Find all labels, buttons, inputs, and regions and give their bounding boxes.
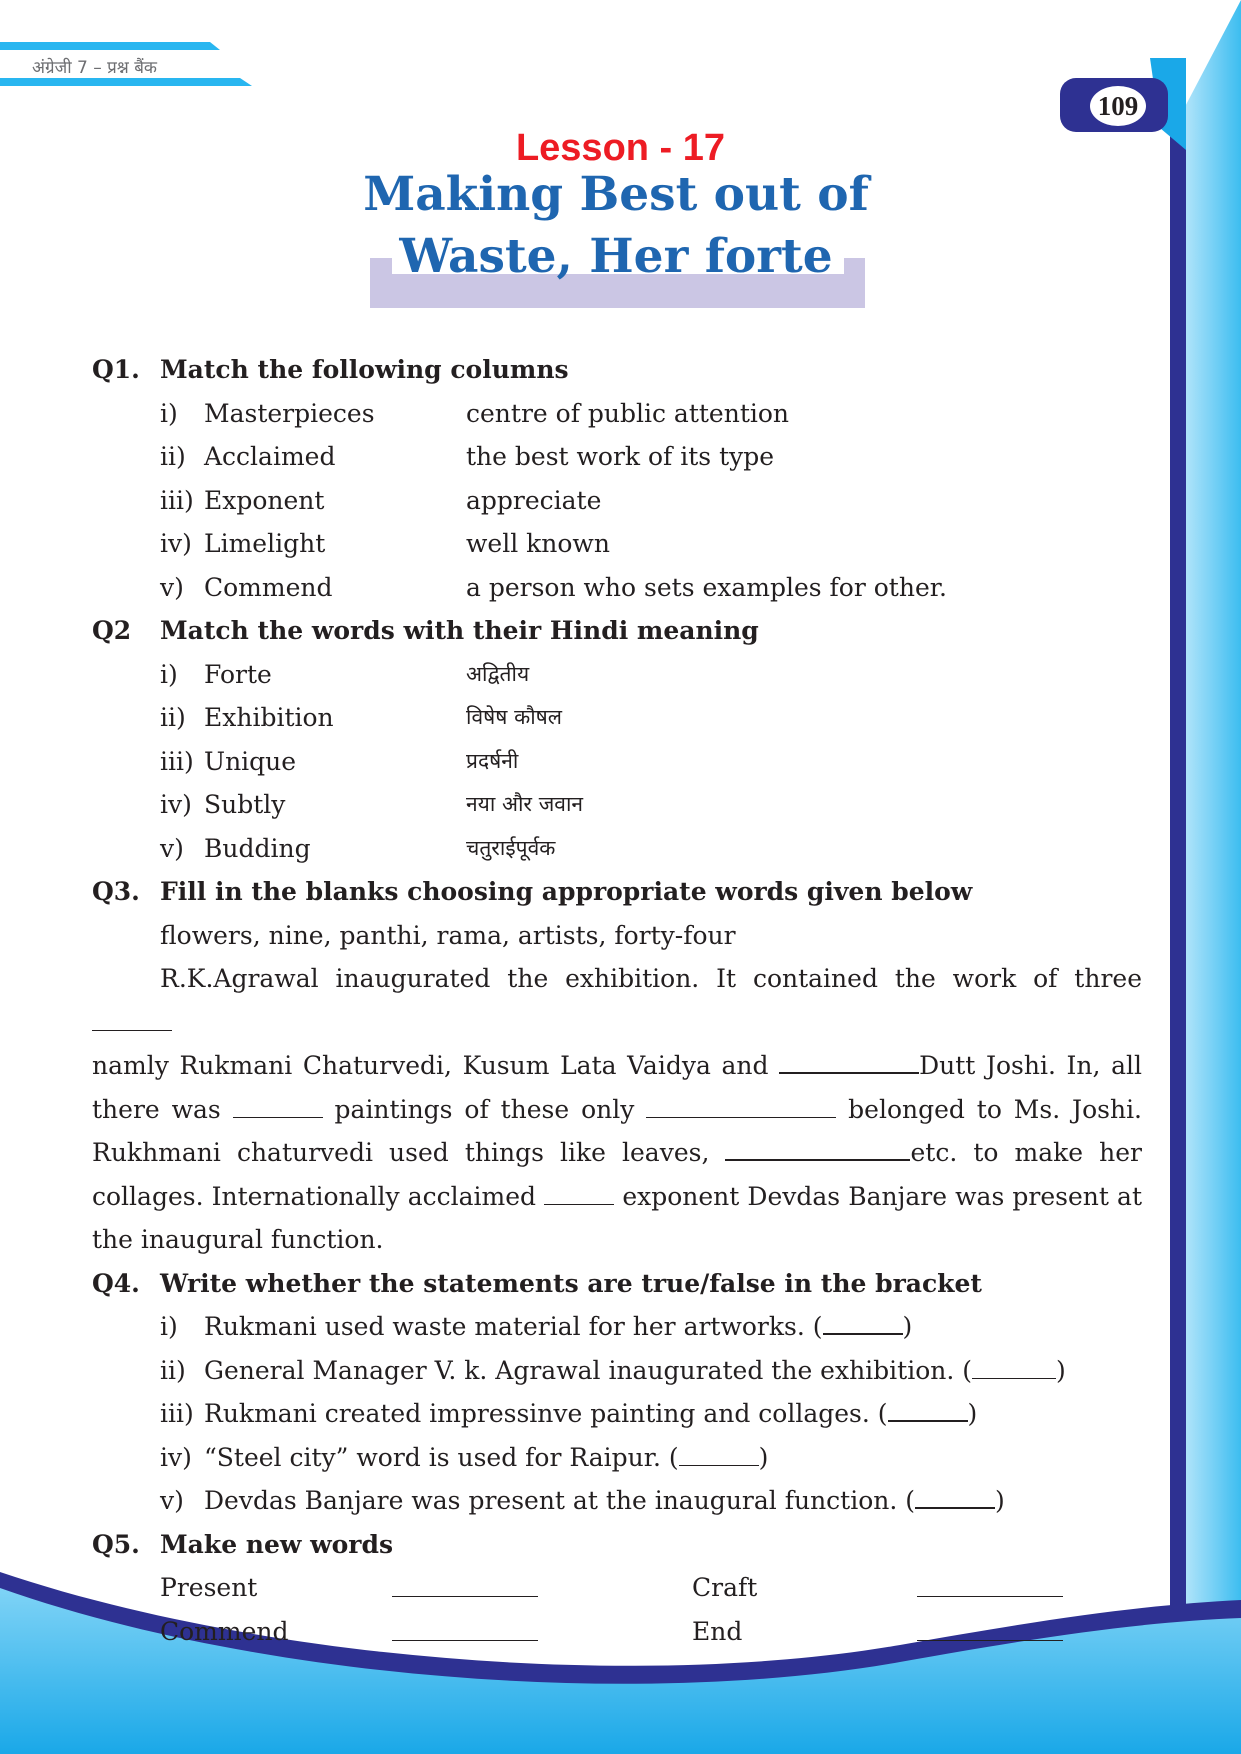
q1-heading xyxy=(92,348,1142,392)
q1-row xyxy=(92,392,1142,436)
statement-text: Rukmani used waste material for her artworks. ( xyxy=(204,1312,823,1341)
q4-title: Write whether the statements are true/false in the bracket xyxy=(160,1268,982,1298)
item-number: iv) xyxy=(160,1442,192,1472)
match-word: Acclaimed xyxy=(204,442,336,471)
q5-row xyxy=(92,1566,1142,1610)
q3-title: Fill in the blanks choosing appropriate words given below xyxy=(160,877,973,906)
passage-text: Rukhmani chaturvedi used things like leaves, xyxy=(92,1138,710,1167)
item-number: iii) xyxy=(160,746,194,776)
match-meaning: centre of public attention xyxy=(466,398,790,428)
bracket-close: ) xyxy=(902,1312,913,1341)
new-word-blank[interactable] xyxy=(917,1596,1063,1597)
base-word: Craft xyxy=(692,1573,758,1602)
book-header-label: अंग्रेजी 7 – प्रश्न बैंक xyxy=(32,58,157,78)
hindi-meaning: प्रदर्षनी xyxy=(466,748,519,773)
statement-text: “Steel city” word is used for Raipur. ( xyxy=(204,1442,679,1472)
q3-heading xyxy=(92,870,1142,914)
question-content xyxy=(92,348,1142,1653)
bracket-close: ) xyxy=(995,1486,1005,1515)
statement-text: General Manager V. k. Agrawal inaugurated the exhibition. ( xyxy=(204,1355,973,1385)
q2-row xyxy=(92,740,1142,784)
item-number: v) xyxy=(160,572,184,602)
match-meaning: well known xyxy=(466,529,610,558)
fill-blank[interactable] xyxy=(725,1135,910,1161)
q1-row xyxy=(92,566,1142,610)
fill-blank[interactable] xyxy=(92,1006,172,1031)
match-word: Subtly xyxy=(204,790,286,819)
match-word: Unique xyxy=(204,746,297,776)
match-meaning: appreciate xyxy=(466,485,602,515)
match-word: Masterpieces xyxy=(204,398,375,428)
fill-blank[interactable] xyxy=(646,1093,836,1118)
hindi-meaning: चतुराईपूर्वक xyxy=(466,835,556,860)
q3-passage-line xyxy=(92,1131,1142,1175)
q1-row xyxy=(92,435,1142,479)
q1-row xyxy=(92,479,1142,523)
item-number: v) xyxy=(160,1486,184,1515)
q1-row xyxy=(92,522,1142,566)
passage-text: belonged to Ms. Joshi. xyxy=(848,1094,1143,1124)
bracket-close: ) xyxy=(967,1399,978,1428)
lesson-title-line-1: Making Best out of xyxy=(363,167,869,222)
passage-text: paintings of these only xyxy=(334,1094,635,1124)
passage-text: there was xyxy=(92,1094,221,1124)
base-word: Commend xyxy=(160,1616,289,1646)
q3-passage-line xyxy=(92,957,1142,1044)
q4-row xyxy=(92,1436,1142,1480)
q3-passage-line xyxy=(92,1175,1142,1219)
item-number: ii) xyxy=(160,442,186,471)
item-number: iii) xyxy=(160,485,194,515)
fill-blank[interactable] xyxy=(544,1180,614,1205)
q2-row xyxy=(92,653,1142,697)
fill-blank[interactable] xyxy=(779,1048,919,1074)
match-word: Commend xyxy=(204,572,333,602)
match-word: Forte xyxy=(204,659,272,689)
item-number: ii) xyxy=(160,703,186,732)
bracket-close: ) xyxy=(758,1442,769,1472)
hindi-meaning: नया और जवान xyxy=(466,792,584,816)
q5-row xyxy=(92,1610,1142,1654)
fill-blank[interactable] xyxy=(233,1093,323,1118)
hindi-meaning: विषेष कौषल xyxy=(466,705,563,729)
lesson-title-line-2: Waste, Her forte xyxy=(399,229,833,284)
item-number: iv) xyxy=(160,790,192,819)
q3-passage-line xyxy=(92,1044,1142,1088)
q3-word-list: flowers, nine, panthi, rama, artists, forty-four xyxy=(160,920,736,950)
q3-number: Q3. xyxy=(92,877,140,906)
q2-row xyxy=(92,827,1142,871)
passage-text: etc. to make her xyxy=(910,1138,1142,1167)
new-word-blank[interactable] xyxy=(392,1640,538,1641)
q4-number: Q4. xyxy=(92,1268,140,1298)
match-word: Exhibition xyxy=(204,703,334,732)
true-false-blank[interactable] xyxy=(679,1441,759,1466)
passage-text: R.K.Agrawal inaugurated the exhibition. It contained the work of three xyxy=(160,964,1142,993)
new-word-blank[interactable] xyxy=(392,1596,538,1597)
statement-text: Devdas Banjare was present at the inaugural function. ( xyxy=(204,1486,916,1515)
item-number: i) xyxy=(160,1312,178,1341)
q4-row xyxy=(92,1392,1142,1436)
passage-text: exponent Devdas Banjare was present at xyxy=(622,1181,1142,1211)
item-number: v) xyxy=(160,833,184,863)
passage-text: Dutt Joshi. In, all xyxy=(919,1051,1142,1080)
q2-number: Q2 xyxy=(92,616,132,645)
item-number: ii) xyxy=(160,1355,186,1385)
q4-row xyxy=(92,1349,1142,1393)
match-word: Exponent xyxy=(204,485,325,515)
true-false-blank[interactable] xyxy=(972,1354,1056,1379)
q5-heading xyxy=(92,1523,1142,1567)
match-meaning: the best work of its type xyxy=(466,442,775,471)
q4-row xyxy=(92,1479,1142,1523)
item-number: i) xyxy=(160,659,178,689)
hindi-meaning: अद्वितीय xyxy=(466,661,530,686)
q3-passage-line xyxy=(92,1218,1142,1262)
match-word: Limelight xyxy=(204,529,326,558)
q2-row xyxy=(92,783,1142,827)
q1-title: Match the following columns xyxy=(160,355,569,384)
q3-passage-line xyxy=(92,1088,1142,1132)
q4-heading xyxy=(92,1262,1142,1306)
match-meaning: a person who sets examples for other. xyxy=(466,572,947,602)
match-word: Budding xyxy=(204,833,311,863)
lesson-number: Lesson - 17 xyxy=(515,127,726,169)
item-number: i) xyxy=(160,398,178,428)
new-word-blank[interactable] xyxy=(917,1640,1063,1641)
item-number: iv) xyxy=(160,529,192,558)
q4-row xyxy=(92,1305,1142,1349)
page-number: 109 xyxy=(1090,86,1146,126)
q2-heading xyxy=(92,609,1142,653)
base-word: End xyxy=(692,1616,743,1646)
statement-text: Rukmani created impressinve painting and collages. ( xyxy=(204,1399,888,1428)
q5-number: Q5. xyxy=(92,1529,140,1559)
passage-text: namly Rukmani Chaturvedi, Kusum Lata Vaidya and xyxy=(92,1051,769,1080)
passage-text: collages. Internationally acclaimed xyxy=(92,1181,537,1211)
true-false-blank[interactable] xyxy=(888,1396,968,1422)
item-number: iii) xyxy=(160,1399,194,1428)
true-false-blank[interactable] xyxy=(915,1483,995,1509)
q2-row xyxy=(92,696,1142,740)
true-false-blank[interactable] xyxy=(823,1309,903,1335)
passage-text: the inaugural function. xyxy=(92,1225,384,1254)
bracket-close: ) xyxy=(1056,1355,1066,1385)
q5-title: Make new words xyxy=(160,1529,394,1559)
q2-title: Match the words with their Hindi meaning xyxy=(160,616,759,645)
base-word: Present xyxy=(160,1573,258,1602)
q1-number: Q1. xyxy=(92,355,140,384)
